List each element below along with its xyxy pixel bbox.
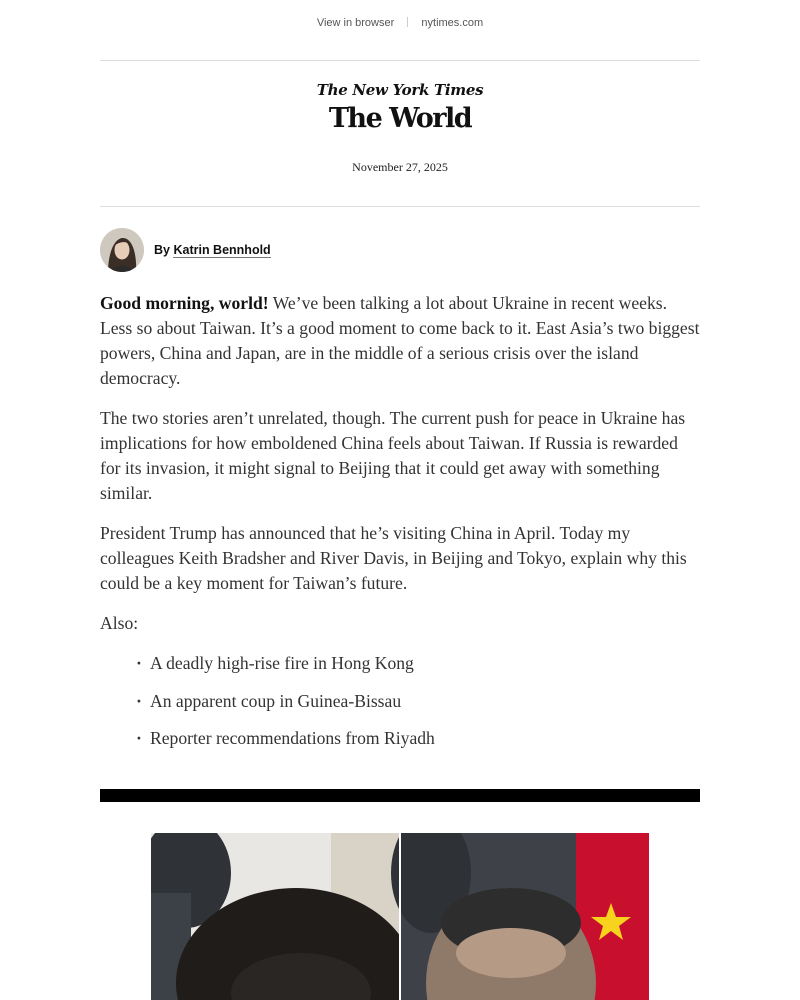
- byline-divider: [100, 206, 700, 207]
- top-links: [0, 17, 800, 29]
- intro-paragraph: [100, 291, 700, 391]
- lead-photo[interactable]: [151, 833, 649, 1000]
- byline-prefix: By: [154, 243, 170, 257]
- issue-date: November 27, 2025: [352, 160, 448, 174]
- leaders-photo-image: [151, 833, 649, 1000]
- paragraph-2: The two stories aren’t unrelated, though. The current push for peace in Ukraine has implications for how emboldened China feels about Taiwan. If Russia is rewarded for its invasion, it might signal to Beijing that it could get away with something similar.: [100, 408, 686, 503]
- section-divider-bar: [100, 789, 700, 802]
- also-item-riyadh-recommendations: · Reporter recommendations from Riyadh: [136, 726, 700, 751]
- also-label: Also:: [100, 613, 139, 633]
- masthead: [0, 80, 800, 136]
- nytimes-link[interactable]: nytimes.com: [421, 17, 484, 29]
- also-list: [100, 651, 700, 751]
- greeting: Good morning, world!: [100, 293, 269, 313]
- nyt-logo[interactable]: The New York Times: [316, 81, 484, 99]
- author-portrait-image: [100, 228, 144, 272]
- byline-text: [154, 243, 271, 257]
- newsletter-body: [100, 291, 700, 764]
- paragraph-3: President Trump has announced that he’s visiting China in April. Today my colleagues Keith Bradsher and River Davis, in Beijing and Tokyo, explain why this could be a key moment for Taiwan’s future.: [100, 523, 687, 593]
- intro-text: We’ve been talking a lot about Ukraine in recent weeks. Less so about Taiwan. It’s a good moment to come back to it. East Asia’s two biggest powers, China and Japan, are in the middle of a serious crisis over the island democracy.: [100, 293, 700, 388]
- link-separator: [407, 17, 408, 27]
- byline: [100, 228, 271, 272]
- also-item-hong-kong-fire: · A deadly high-rise fire in Hong Kong: [136, 651, 700, 676]
- newsletter-title: The World: [328, 103, 472, 134]
- view-in-browser-link[interactable]: View in browser: [316, 17, 395, 29]
- also-item-guinea-bissau-coup: · An apparent coup in Guinea-Bissau: [136, 689, 700, 714]
- author-avatar: [100, 228, 144, 272]
- author-link[interactable]: Katrin Bennhold: [173, 243, 271, 257]
- header-divider: [100, 60, 700, 61]
